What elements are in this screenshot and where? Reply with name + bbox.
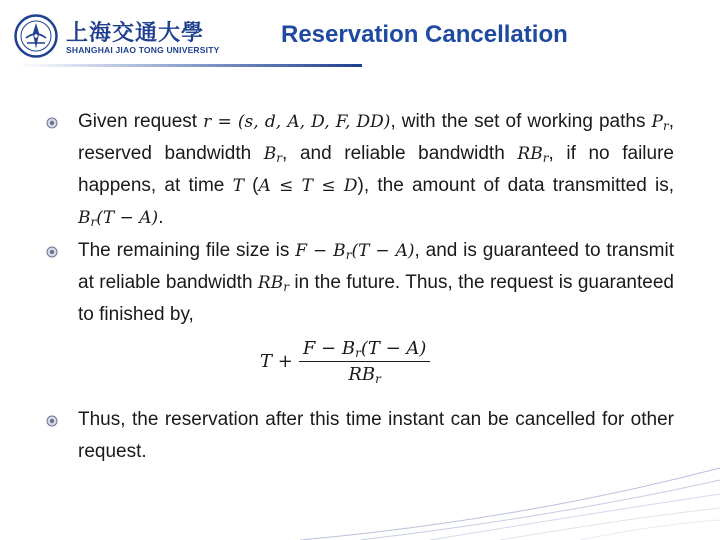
completion-time-formula (260, 338, 430, 385)
title-underline (18, 64, 362, 67)
bullet-item-2 (46, 235, 674, 331)
formula-fraction (299, 338, 431, 385)
bullet-1-text-e: , if no failure happens, at time (78, 143, 674, 196)
bullet-1-math-request: r = (s, d, A, D, F, DD) (203, 112, 391, 132)
bullet-list (46, 106, 674, 331)
bullet-item-1 (46, 106, 674, 234)
logo-chinese-name: 上海交通大學 (66, 20, 205, 46)
bullet-1-text-g: ), the amount of data transmitted is, (357, 175, 674, 196)
decorative-curves (300, 450, 720, 540)
bullet-icon (46, 117, 58, 129)
bullet-2-math-reliable: $RB_r$ (257, 273, 289, 294)
bullet-1-text-f: ( (243, 175, 259, 196)
formula-lhs: T + (260, 351, 293, 372)
bullet-icon (46, 415, 58, 427)
bullet-1-math-paths: $P_r$ (651, 112, 669, 133)
bullet-1-math-reliable: $RB_r$ (517, 144, 549, 165)
bullet-1-text-d: , and reliable bandwidth (282, 143, 518, 164)
formula-numerator: $F - B_r(T - A)$ (299, 338, 431, 362)
bullet-1-text-h: . (158, 207, 164, 228)
bullet-2-text-a: The remaining file size is (78, 240, 296, 261)
formula-denominator: $RB_r$ (348, 364, 381, 386)
logo-english-name: SHANGHAI JIAO TONG UNIVERSITY (66, 45, 220, 55)
university-logo (14, 14, 220, 64)
bullet-1-math-amount: $B_r(T - A)$ (78, 208, 159, 229)
bullet-1-math-range: A ≤ T ≤ D (258, 176, 358, 196)
bullet-2-text-b: , and is guaranteed to transmit at reliable bandwidth (78, 240, 674, 293)
bullet-1-math-reserved: $B_r$ (263, 144, 283, 165)
bullet-2-math-remaining: $F - B_r(T - A)$ (295, 241, 415, 262)
bullet-icon (46, 246, 58, 258)
bullet-2-text-c: in the future. Thus, the request is guaranteed to finished by, (78, 272, 674, 325)
bullet-1-text-c: , reserved bandwidth (78, 111, 674, 164)
bullet-1-text-a: Given request (78, 111, 204, 132)
bullet-3-text: Thus, the reservation after this time instant can be cancelled for other request. (78, 409, 674, 462)
bullet-1-math-time: T (232, 176, 244, 196)
bullet-1-text-b: , with the set of working paths (390, 111, 652, 132)
university-emblem-icon (14, 14, 58, 58)
slide-title: Reservation Cancellation (281, 21, 568, 48)
